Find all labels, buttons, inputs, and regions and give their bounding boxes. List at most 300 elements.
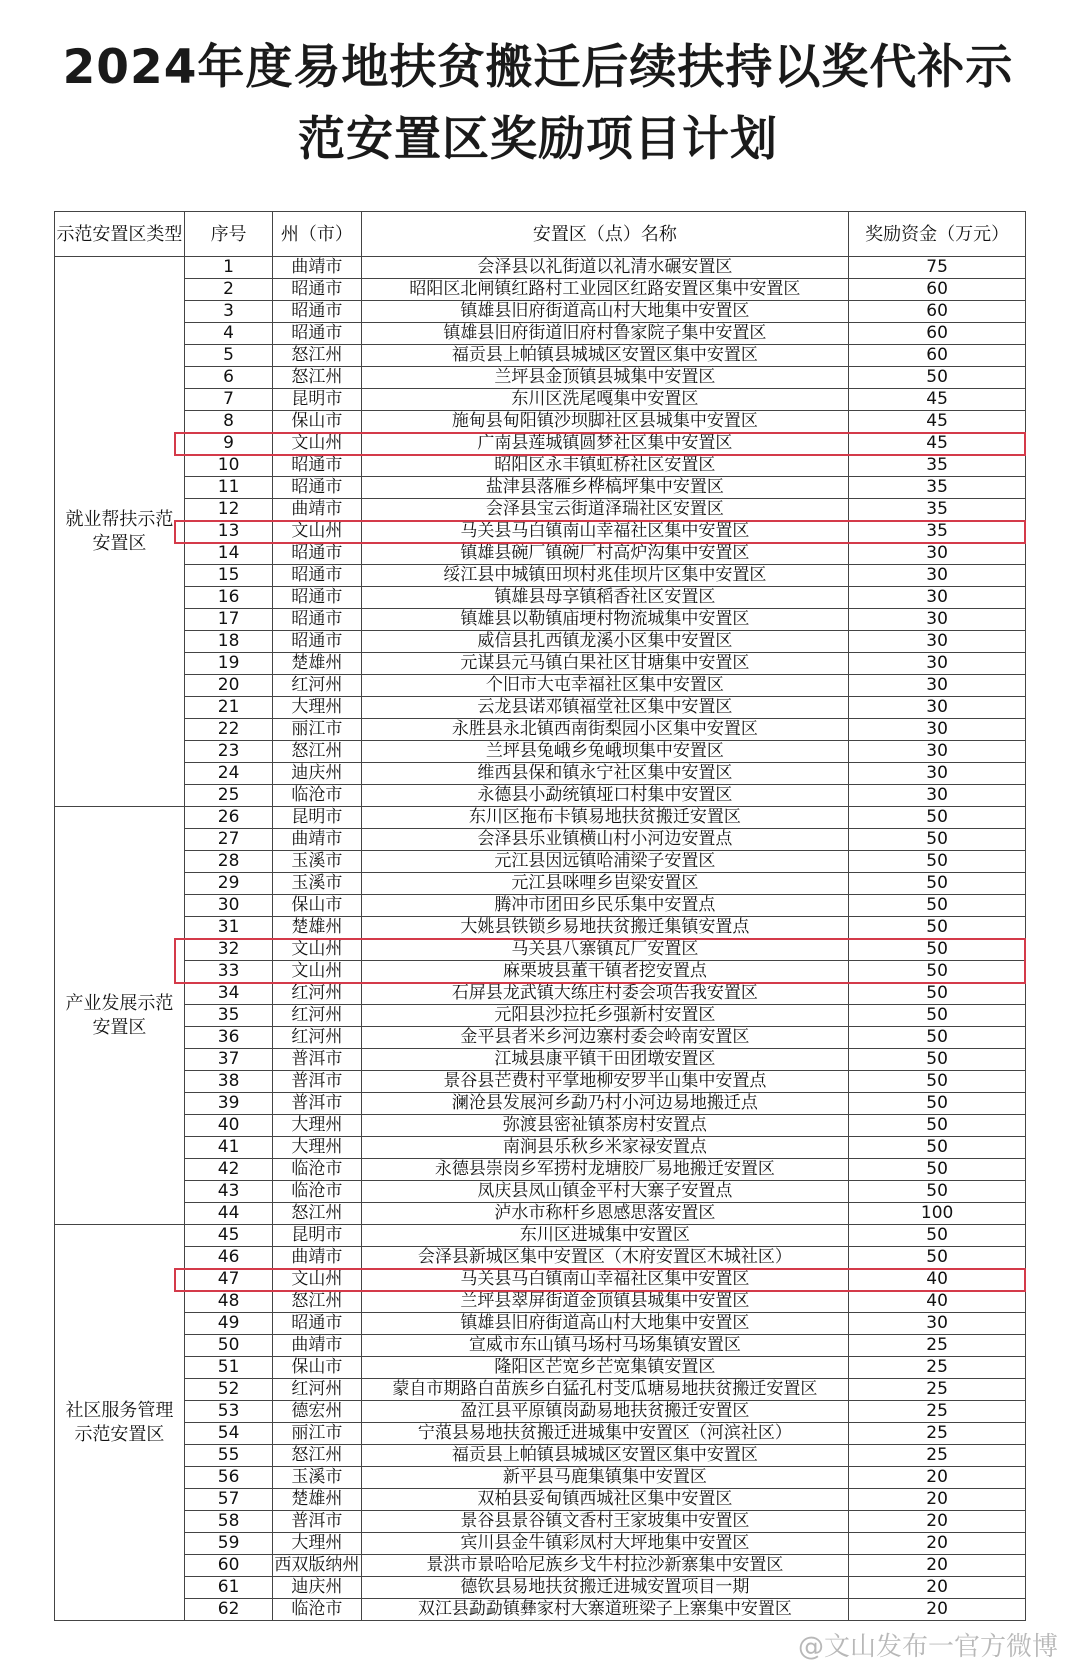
row-site-name: 德钦县易地扶贫搬迁进城安置项目一期 [361,1577,849,1599]
row-fund: 30 [849,653,1026,675]
row-site-name: 江城县康平镇干田团墩安置区 [361,1049,849,1071]
document-title-line2: 范安置区奖励项目计划 [298,112,778,167]
table-row [55,1423,1026,1445]
row-number: 28 [184,851,272,873]
table-body [55,257,1026,1621]
row-site-name: 马关县八寨镇瓦厂安置区 [361,939,849,961]
category-cell: 社区服务管理示范安置区 [55,1225,185,1621]
row-site-name: 镇雄县旧府街道高山村大地集中安置区 [361,301,849,323]
row-site-name: 弥渡县密祉镇茶房村安置点 [361,1115,849,1137]
row-city: 昭通市 [273,587,361,609]
row-city: 楚雄州 [273,917,361,939]
row-site-name: 云龙县诺邓镇福堂社区集中安置区 [361,697,849,719]
row-fund: 75 [849,257,1026,279]
row-city: 红河州 [273,1027,361,1049]
table-row [55,411,1026,433]
table-row [55,1313,1026,1335]
row-site-name: 景谷县景谷镇文香村王家坡集中安置区 [361,1511,849,1533]
table-row [55,609,1026,631]
table-row [55,983,1026,1005]
row-fund: 45 [849,411,1026,433]
table-row [55,675,1026,697]
row-site-name: 景洪市景哈哈尼族乡戈牛村拉沙新寨集中安置区 [361,1555,849,1577]
row-city: 临沧市 [273,1181,361,1203]
row-number: 10 [184,455,272,477]
table-row [55,477,1026,499]
row-fund: 60 [849,301,1026,323]
row-fund: 25 [849,1445,1026,1467]
row-fund: 30 [849,565,1026,587]
table-row [55,653,1026,675]
row-fund: 30 [849,697,1026,719]
row-number: 16 [184,587,272,609]
row-fund: 50 [849,917,1026,939]
table-row [55,1599,1026,1621]
row-fund: 50 [849,939,1026,961]
row-site-name: 元江县咪哩乡岜梁安置区 [361,873,849,895]
row-city: 昭通市 [273,543,361,565]
row-fund: 50 [849,1027,1026,1049]
table-row [55,587,1026,609]
row-site-name: 元江县因远镇哈浦梁子安置区 [361,851,849,873]
table-row [55,499,1026,521]
row-city: 西双版纳州 [274,1555,360,1575]
row-number: 49 [184,1313,272,1335]
row-site-name: 福贡县上帕镇县城城区安置区集中安置区 [361,1445,849,1467]
table-row [55,367,1026,389]
row-fund: 50 [849,1049,1026,1071]
row-number: 36 [184,1027,272,1049]
row-site-name: 双柏县妥甸镇西城社区集中安置区 [361,1489,849,1511]
row-number: 51 [184,1357,272,1379]
table-row [55,873,1026,895]
row-site-name: 永德县崇岗乡军捞村龙塘胶厂易地搬迁安置区 [361,1159,849,1181]
row-city: 大理州 [273,1137,361,1159]
row-fund: 50 [849,895,1026,917]
row-fund: 20 [849,1577,1026,1599]
row-city: 昭通市 [273,565,361,587]
row-fund: 35 [849,499,1026,521]
row-fund: 30 [849,719,1026,741]
document-title-line1: 2024年度易地扶贫搬迁后续扶持以奖代补示 [62,40,1014,95]
row-fund: 50 [849,1137,1026,1159]
row-fund: 30 [849,741,1026,763]
row-fund: 50 [849,367,1026,389]
row-site-name: 会泽县以礼街道以礼清水碾安置区 [361,257,849,279]
row-site-name: 南涧县乐秋乡米家禄安置点 [361,1137,849,1159]
row-number: 45 [184,1225,272,1247]
row-number: 21 [184,697,272,719]
row-number: 27 [184,829,272,851]
row-number: 17 [184,609,272,631]
row-site-name: 永胜县永北镇西南街梨园小区集中安置区 [361,719,849,741]
header-fund: 奖励资金（万元） [849,212,1026,257]
table-row [55,961,1026,983]
table-row [55,433,1026,455]
row-number: 30 [184,895,272,917]
row-city: 玉溪市 [273,1467,361,1489]
row-city: 红河州 [273,1005,361,1027]
table-row [55,785,1026,807]
row-fund: 35 [849,521,1026,543]
row-city: 保山市 [273,895,361,917]
table-row [55,1225,1026,1247]
row-number: 14 [184,543,272,565]
row-number: 53 [184,1401,272,1423]
row-city: 昆明市 [273,389,361,411]
row-site-name: 新平县马鹿集镇集中安置区 [361,1467,849,1489]
header-site-name: 安置区（点）名称 [361,212,849,257]
row-fund: 40 [849,1269,1026,1291]
table-row [55,763,1026,785]
table-row [55,851,1026,873]
table-row [55,389,1026,411]
table-row [55,1071,1026,1093]
table-row [55,1577,1026,1599]
row-city: 昭通市 [273,455,361,477]
row-fund: 60 [849,279,1026,301]
row-city: 昭通市 [273,1313,361,1335]
row-fund: 50 [849,873,1026,895]
row-fund: 20 [849,1533,1026,1555]
row-site-name: 景谷县芒费村平掌地柳安罗半山集中安置点 [361,1071,849,1093]
row-number: 47 [184,1269,272,1291]
row-number: 22 [184,719,272,741]
row-number: 57 [184,1489,272,1511]
row-city: 曲靖市 [273,499,361,521]
row-site-name: 镇雄县以勒镇庙埂村物流城集中安置区 [361,609,849,631]
table-row [55,1093,1026,1115]
row-site-name: 双江县勐勐镇彝家村大寨道班梁子上寨集中安置区 [361,1599,849,1621]
row-number: 56 [184,1467,272,1489]
row-city: 楚雄州 [273,1489,361,1511]
table-row [55,1115,1026,1137]
row-fund: 30 [849,631,1026,653]
row-city: 文山州 [273,521,361,543]
row-city: 红河州 [273,675,361,697]
row-number: 48 [184,1291,272,1313]
row-site-name: 镇雄县碗厂镇碗厂村高炉沟集中安置区 [361,543,849,565]
row-number: 1 [184,257,272,279]
row-number: 8 [184,411,272,433]
row-site-name: 马关县马白镇南山幸福社区集中安置区 [361,521,849,543]
table-row [55,631,1026,653]
row-number: 25 [184,785,272,807]
row-site-name: 大姚县铁锁乡易地扶贫搬迁集镇安置点 [361,917,849,939]
row-fund: 60 [849,345,1026,367]
row-site-name: 会泽县乐业镇横山村小河边安置点 [361,829,849,851]
table-row [55,1467,1026,1489]
row-number: 29 [184,873,272,895]
table-row [55,719,1026,741]
row-site-name: 澜沧县发展河乡勐乃村小河边易地搬迁点 [361,1093,849,1115]
award-plan-table [54,211,1026,1621]
row-city: 怒江州 [273,345,361,367]
row-site-name: 昭阳区永丰镇虹桥社区安置区 [361,455,849,477]
row-city: 昭通市 [273,477,361,499]
table-row [55,829,1026,851]
row-city: 怒江州 [273,1445,361,1467]
table-row [55,1335,1026,1357]
row-number: 15 [184,565,272,587]
row-number: 61 [184,1577,272,1599]
row-city: 德宏州 [273,1401,361,1423]
row-fund: 30 [849,543,1026,565]
row-site-name: 个旧市大屯幸福社区集中安置区 [361,675,849,697]
table-row [55,521,1026,543]
row-city: 昭通市 [273,301,361,323]
table-row [55,939,1026,961]
row-number: 11 [184,477,272,499]
row-number: 46 [184,1247,272,1269]
row-fund: 50 [849,1159,1026,1181]
row-site-name: 盈江县平原镇岗勐易地扶贫搬迁安置区 [361,1401,849,1423]
table-row [55,741,1026,763]
row-number: 12 [184,499,272,521]
row-number: 39 [184,1093,272,1115]
table-row [55,1401,1026,1423]
row-site-name: 昭阳区北闸镇红路村工业园区红路安置区集中安置区 [361,279,849,301]
row-site-name: 广南县莲城镇圆梦社区集中安置区 [361,433,849,455]
table-row [55,257,1026,279]
row-site-name: 会泽县宝云街道泽瑞社区安置区 [361,499,849,521]
row-fund: 30 [849,785,1026,807]
row-number: 35 [184,1005,272,1027]
row-fund: 50 [849,1005,1026,1027]
table-row [55,1379,1026,1401]
row-site-name: 镇雄县母享镇稻香社区安置区 [361,587,849,609]
row-fund: 50 [849,1181,1026,1203]
row-number: 31 [184,917,272,939]
row-number: 34 [184,983,272,1005]
table-row [55,455,1026,477]
row-fund: 45 [849,389,1026,411]
table-row [55,807,1026,829]
row-number: 60 [184,1555,272,1577]
row-city: 曲靖市 [273,257,361,279]
row-site-name: 元谋县元马镇白果社区甘塘集中安置区 [361,653,849,675]
row-site-name: 麻栗坡县董干镇者挖安置点 [361,961,849,983]
table-row [55,1005,1026,1027]
table-row [55,1203,1026,1225]
row-number: 2 [184,279,272,301]
row-fund: 45 [849,433,1026,455]
table-row [55,1555,1026,1577]
table-row [55,1269,1026,1291]
row-fund: 50 [849,1071,1026,1093]
row-fund: 100 [849,1203,1026,1225]
table-row [55,543,1026,565]
row-city: 红河州 [273,1379,361,1401]
row-number: 42 [184,1159,272,1181]
row-number: 44 [184,1203,272,1225]
row-city: 文山州 [273,961,361,983]
row-fund: 35 [849,455,1026,477]
row-number: 20 [184,675,272,697]
row-city: 普洱市 [273,1071,361,1093]
row-city: 昭通市 [273,631,361,653]
row-fund: 25 [849,1357,1026,1379]
row-fund: 25 [849,1335,1026,1357]
table-row [55,1445,1026,1467]
row-city: 普洱市 [273,1049,361,1071]
row-fund: 50 [849,1247,1026,1269]
row-fund: 35 [849,477,1026,499]
row-city: 楚雄州 [273,653,361,675]
row-city: 文山州 [273,1269,361,1291]
row-city: 文山州 [273,433,361,455]
row-number: 41 [184,1137,272,1159]
table-row [55,345,1026,367]
row-city: 昭通市 [273,279,361,301]
row-number: 43 [184,1181,272,1203]
row-site-name: 绥江县中城镇田坝村兆佳坝片区集中安置区 [361,565,849,587]
row-city: 临沧市 [273,1159,361,1181]
row-city: 普洱市 [273,1511,361,1533]
row-site-name: 宁蒗县易地扶贫搬迁进城集中安置区（河滨社区） [361,1423,849,1445]
row-city: 丽江市 [273,1423,361,1445]
row-city: 文山州 [273,939,361,961]
row-city: 曲靖市 [273,1247,361,1269]
table-row [55,895,1026,917]
row-number: 7 [184,389,272,411]
row-city: 昆明市 [273,1225,361,1247]
table-row [55,1137,1026,1159]
row-number: 24 [184,763,272,785]
row-fund: 50 [849,807,1026,829]
row-fund: 20 [849,1511,1026,1533]
row-site-name: 宣威市东山镇马场村马场集镇安置区 [361,1335,849,1357]
row-city: 怒江州 [273,741,361,763]
row-fund: 40 [849,1291,1026,1313]
row-city: 普洱市 [273,1093,361,1115]
row-number: 58 [184,1511,272,1533]
row-fund: 50 [849,829,1026,851]
row-site-name: 镇雄县旧府街道旧府村鲁家院子集中安置区 [361,323,849,345]
table-row [55,917,1026,939]
row-city: 曲靖市 [273,1335,361,1357]
table-row [55,1049,1026,1071]
table-row [55,565,1026,587]
row-site-name: 盐津县落雁乡桦槁坪集中安置区 [361,477,849,499]
row-fund: 25 [849,1423,1026,1445]
row-fund: 25 [849,1401,1026,1423]
row-site-name: 施甸县甸阳镇沙坝脚社区县城集中安置区 [361,411,849,433]
table-row [55,1247,1026,1269]
row-site-name: 兰坪县兔峨乡兔峨坝集中安置区 [361,741,849,763]
row-number: 50 [184,1335,272,1357]
row-number: 26 [184,807,272,829]
row-site-name: 永德县小勐统镇垭口村集中安置区 [361,785,849,807]
row-site-name: 隆阳区芒宽乡芒宽集镇安置区 [361,1357,849,1379]
row-fund: 30 [849,1313,1026,1335]
table-row [55,1159,1026,1181]
row-number: 9 [184,433,272,455]
row-site-name: 凤庆县凤山镇金平村大寨子安置点 [361,1181,849,1203]
watermark: @文山发布一官方微博 [797,1632,1058,1662]
row-city: 临沧市 [273,1599,361,1621]
row-city: 昆明市 [273,807,361,829]
row-number: 32 [184,939,272,961]
row-city: 大理州 [273,1533,361,1555]
row-number: 54 [184,1423,272,1445]
table-row [55,1291,1026,1313]
row-site-name: 福贡县上帕镇县城城区安置区集中安置区 [361,345,849,367]
row-fund: 50 [849,983,1026,1005]
row-city: 大理州 [273,1115,361,1137]
row-fund: 50 [849,961,1026,983]
row-fund: 30 [849,675,1026,697]
row-fund: 50 [849,1093,1026,1115]
row-city: 玉溪市 [273,851,361,873]
row-site-name: 兰坪县金顶镇县城集中安置区 [361,367,849,389]
row-number: 59 [184,1533,272,1555]
row-number: 13 [184,521,272,543]
row-site-name: 金平县者米乡河边寨村委会岭南安置区 [361,1027,849,1049]
row-city: 曲靖市 [273,829,361,851]
row-site-name: 蒙自市期路白苗族乡白猛孔村芠瓜塘易地扶贫搬迁安置区 [361,1379,849,1401]
row-fund: 20 [849,1599,1026,1621]
row-fund: 20 [849,1467,1026,1489]
table-header-row [55,212,1026,257]
row-fund: 50 [849,1225,1026,1247]
table-row [55,1357,1026,1379]
row-city: 昭通市 [273,323,361,345]
row-site-name: 马关县马白镇南山幸福社区集中安置区 [361,1269,849,1291]
row-city: 红河州 [273,983,361,1005]
row-city: 迪庆州 [273,1577,361,1599]
table-row [55,1511,1026,1533]
row-fund: 25 [849,1379,1026,1401]
row-site-name: 腾冲市团田乡民乐集中安置点 [361,895,849,917]
table-row [55,1181,1026,1203]
row-city: 昭通市 [273,609,361,631]
row-site-name: 威信县扎西镇龙溪小区集中安置区 [361,631,849,653]
row-site-name: 石屏县龙武镇大练庄村委会项告我安置区 [361,983,849,1005]
row-number: 4 [184,323,272,345]
row-site-name: 会泽县新城区集中安置区（木府安置区木城社区） [361,1247,849,1269]
row-number: 52 [184,1379,272,1401]
row-city: 保山市 [273,1357,361,1379]
row-site-name: 宾川县金牛镇彩凤村大坪地集中安置区 [361,1533,849,1555]
header-category: 示范安置区类型 [55,212,185,257]
row-city: 临沧市 [273,785,361,807]
row-city: 保山市 [273,411,361,433]
row-number: 40 [184,1115,272,1137]
table-row [55,279,1026,301]
row-fund: 30 [849,609,1026,631]
row-city: 迪庆州 [273,763,361,785]
header-number: 序号 [184,212,272,257]
row-number: 33 [184,961,272,983]
row-site-name: 东川区洗尾嘎集中安置区 [361,389,849,411]
table-row [55,301,1026,323]
row-city: 丽江市 [273,719,361,741]
row-number: 37 [184,1049,272,1071]
row-number: 19 [184,653,272,675]
row-number: 18 [184,631,272,653]
row-site-name: 元阳县沙拉托乡强新村安置区 [361,1005,849,1027]
row-fund: 20 [849,1489,1026,1511]
row-number: 3 [184,301,272,323]
category-cell: 就业帮扶示范安置区 [55,257,185,807]
row-site-name: 泸水市称杆乡恩感思落安置区 [361,1203,849,1225]
row-number: 62 [184,1599,272,1621]
row-fund: 50 [849,1115,1026,1137]
row-site-name: 镇雄县旧府街道高山村大地集中安置区 [361,1313,849,1335]
row-site-name: 东川区进城集中安置区 [361,1225,849,1247]
table-row [55,697,1026,719]
